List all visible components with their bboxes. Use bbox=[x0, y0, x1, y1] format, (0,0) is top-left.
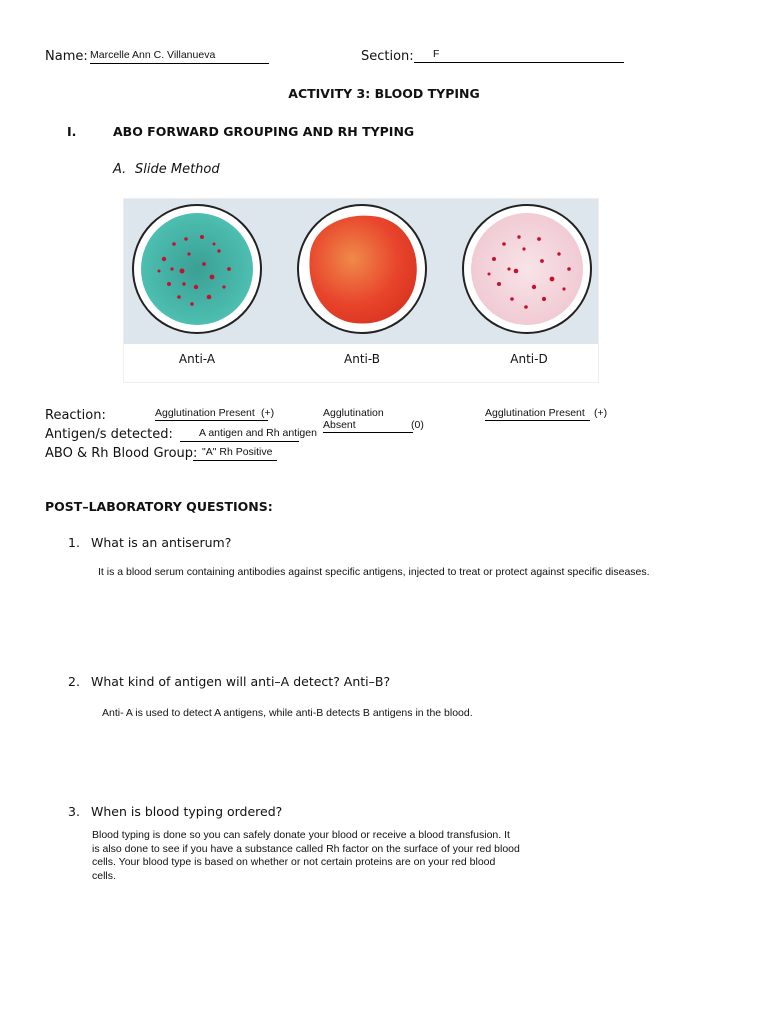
question-number: 3. bbox=[68, 804, 80, 819]
subsection-letter: A. bbox=[113, 162, 127, 177]
antigen-label: Antigen/s detected: bbox=[45, 427, 173, 442]
question-number: 2. bbox=[68, 674, 80, 689]
blood-group-label: ABO & Rh Blood Group: bbox=[45, 446, 198, 461]
page-title: ACTIVITY 3: BLOOD TYPING bbox=[288, 86, 480, 101]
name-label: Name: bbox=[45, 49, 88, 64]
reaction-anti-b bbox=[323, 407, 424, 433]
section-label: Section: bbox=[361, 49, 414, 64]
part-number: I. bbox=[67, 124, 77, 139]
reaction-text: Agglutination Present bbox=[155, 407, 268, 421]
subsection-heading: Slide Method bbox=[135, 162, 220, 177]
section-field: F bbox=[414, 48, 624, 63]
question-number: 1. bbox=[68, 535, 80, 550]
answer-3: Blood typing is done so you can safely donate your blood or receive a blood transfusion. It is also done to see if you have a substance called Rh factor on the surface of your red blood cells. Your blood type is based on whether or not certain proteins are on your red blood cells. bbox=[92, 829, 520, 882]
reaction-sign: (+) bbox=[594, 407, 608, 419]
name-field: Marcelle Ann C. Villanueva bbox=[90, 49, 269, 64]
part-heading: ABO FORWARD GROUPING AND RH TYPING bbox=[113, 124, 415, 139]
slide-label-anti-b: Anti-B bbox=[344, 352, 380, 366]
reaction-anti-d bbox=[485, 407, 607, 421]
blood-group-field: "A" Rh Positive bbox=[193, 446, 277, 461]
reaction-anti-a bbox=[155, 407, 274, 421]
antigen-field: A antigen and Rh antigen bbox=[180, 427, 299, 442]
reaction-label: Reaction: bbox=[45, 408, 106, 423]
slide-image bbox=[124, 199, 598, 344]
slide-label-anti-a: Anti-A bbox=[178, 352, 216, 366]
answer-1: It is a blood serum containing antibodies against specific antigens, injected to treat or protect against specific diseases. bbox=[98, 566, 650, 578]
postlab-heading: POST–LABORATORY QUESTIONS: bbox=[45, 499, 273, 514]
question-2: What kind of antigen will anti–A detect? Anti–B? bbox=[91, 674, 391, 689]
reaction-sign: (+) bbox=[261, 407, 275, 419]
question-3: When is blood typing ordered? bbox=[91, 804, 283, 819]
reaction-sign: (0) bbox=[411, 419, 424, 431]
slide-photo bbox=[124, 199, 598, 382]
reaction-text: Agglutination Present bbox=[485, 407, 590, 421]
question-1: What is an antiserum? bbox=[91, 535, 232, 550]
reaction-text: Agglutination Absent bbox=[323, 407, 413, 433]
answer-2: Anti- A is used to detect A antigens, while anti-B detects B antigens in the blood. bbox=[102, 707, 473, 719]
slide-label-anti-d: Anti-D bbox=[510, 352, 548, 366]
